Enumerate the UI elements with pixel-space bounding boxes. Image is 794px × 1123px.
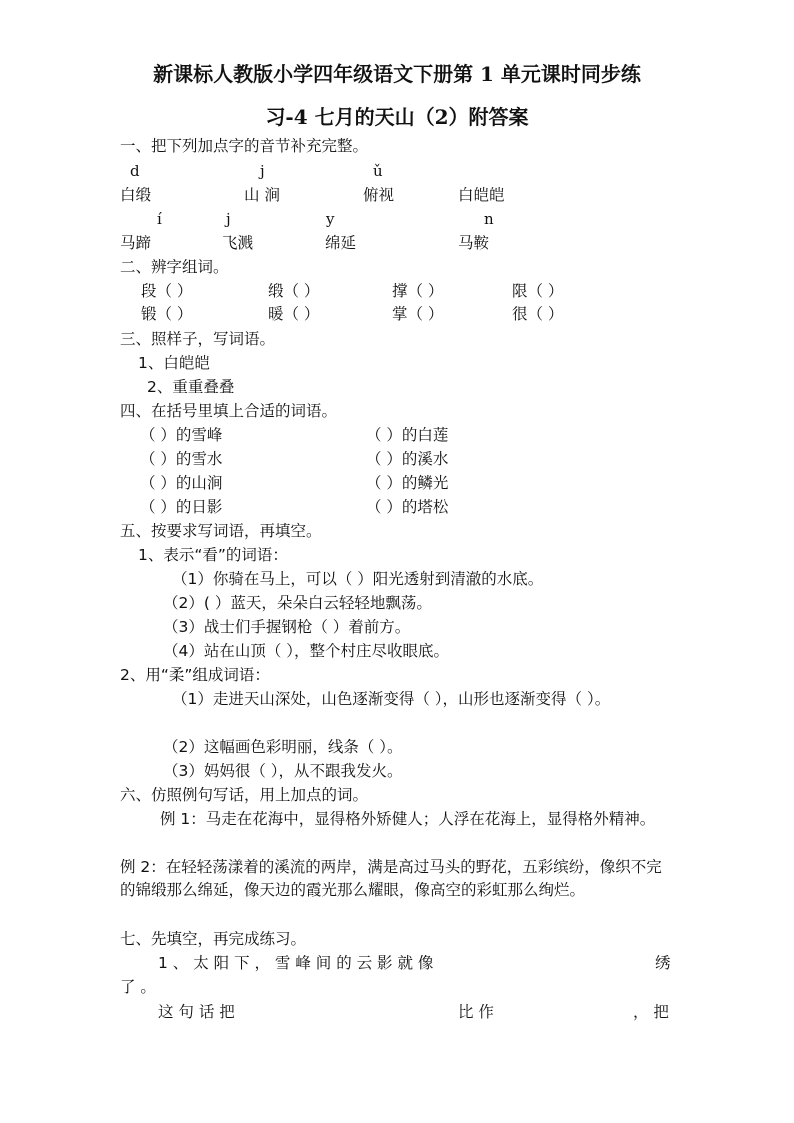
question-text: ， 把	[633, 1003, 669, 1021]
example-word: 2、重重叠叠	[147, 378, 235, 396]
pinyin-item: j	[260, 162, 265, 180]
example-sentence-1: 例 1：马走在花海中，显得格外矫健人；人浮在花海上，显得格外精神。	[160, 810, 656, 828]
pinyin-item: d	[130, 162, 140, 180]
word-item: 马鞍	[458, 234, 490, 252]
section5-heading: 五、按要求写词语，再填空。	[120, 522, 322, 540]
char-item: 暖（ ）	[268, 305, 320, 323]
char-item: 锻（ ）	[141, 305, 193, 323]
pinyin-item: y	[326, 210, 335, 228]
question-text: 绣	[655, 954, 671, 972]
section3-heading: 三、照样子，写词语。	[120, 330, 276, 348]
char-item: 段（ ）	[141, 282, 193, 300]
section4-heading: 四、在括号里填上合适的词语。	[120, 402, 338, 420]
fill-phrase: （ ）的鳞光	[366, 474, 449, 492]
example-word: 1、白皑皑	[138, 354, 210, 372]
section6-heading: 六、仿照例句写话，用上加点的词。	[120, 786, 369, 804]
question-text: 了 。	[120, 978, 156, 996]
fill-sentence: （3）战士们手握钢枪（ ）着前方。	[163, 618, 411, 636]
word-item: 白皑皑	[458, 186, 505, 204]
subsection-title: 2、用“柔”组成词语：	[120, 666, 270, 684]
fill-sentence: （1）你骑在马上，可以（ ）阳光透射到清澈的水底。	[172, 570, 544, 588]
word-item: 飞溅	[222, 234, 254, 252]
section1-heading: 一、把下列加点字的音节补充完整。	[120, 137, 369, 155]
word-item: 山 涧	[244, 186, 280, 204]
fill-phrase: （ ）的塔松	[366, 498, 449, 516]
char-item: 很（ ）	[512, 305, 564, 323]
word-item: 绵延	[325, 234, 357, 252]
fill-sentence: （2）这幅画色彩明丽，线条（ ）。	[163, 738, 403, 756]
word-item: 俯视	[363, 186, 395, 204]
pinyin-item: ǔ	[373, 162, 383, 180]
char-item: 撑（ ）	[392, 282, 444, 300]
question-text: 这 句 话 把	[158, 1003, 235, 1021]
char-item: 限（ ）	[512, 282, 564, 300]
fill-phrase: （ ）的日影	[140, 498, 223, 516]
section7-heading: 七、先填空，再完成练习。	[120, 930, 307, 948]
fill-sentence: （3）妈妈很（ ），从不跟我发火。	[163, 762, 403, 780]
char-item: 缎（ ）	[268, 282, 320, 300]
page-title-line2: 习-4 七月的天山（2）附答案	[265, 105, 529, 129]
question-text: 1 、 太 阳 下 ， 雪 峰 间 的 云 影 就 像	[158, 954, 434, 972]
example-sentence-2: 例 2：在轻轻荡漾着的溪流的两岸，满是高过马头的野花，五彩缤纷，像织不完的锦缎那么绵延，像天边的霞光那么耀眼，像高空的彩虹那么绚烂。	[120, 858, 662, 899]
fill-phrase: （ ）的雪峰	[140, 426, 223, 444]
pinyin-item: j	[226, 210, 231, 228]
fill-sentence: （2）( ）蓝天，朵朵白云轻轻地飘荡。	[163, 594, 432, 612]
fill-sentence: （4）站在山顶（ ），整个村庄尽收眼底。	[163, 642, 450, 660]
subsection-title: 1、表示“看”的词语：	[138, 546, 288, 564]
page-title-line1: 新课标人教版小学四年级语文下册第 1 单元课时同步练	[153, 62, 641, 86]
word-item: 白缎	[120, 186, 152, 204]
section2-heading: 二、辨字组词。	[120, 258, 229, 276]
fill-sentence: （1）走进天山深处，山色逐渐变得（ ），山形也逐渐变得（ ）。	[172, 690, 611, 708]
fill-phrase: （ ）的山涧	[140, 474, 223, 492]
word-item: 马蹄	[120, 234, 152, 252]
pinyin-item: n	[484, 210, 494, 228]
question-text: 比 作	[458, 1003, 494, 1021]
fill-phrase: （ ）的雪水	[140, 450, 223, 468]
pinyin-item: í	[157, 210, 162, 228]
fill-phrase: （ ）的溪水	[366, 450, 449, 468]
fill-phrase: （ ）的白莲	[366, 426, 449, 444]
char-item: 掌（ ）	[392, 305, 444, 323]
